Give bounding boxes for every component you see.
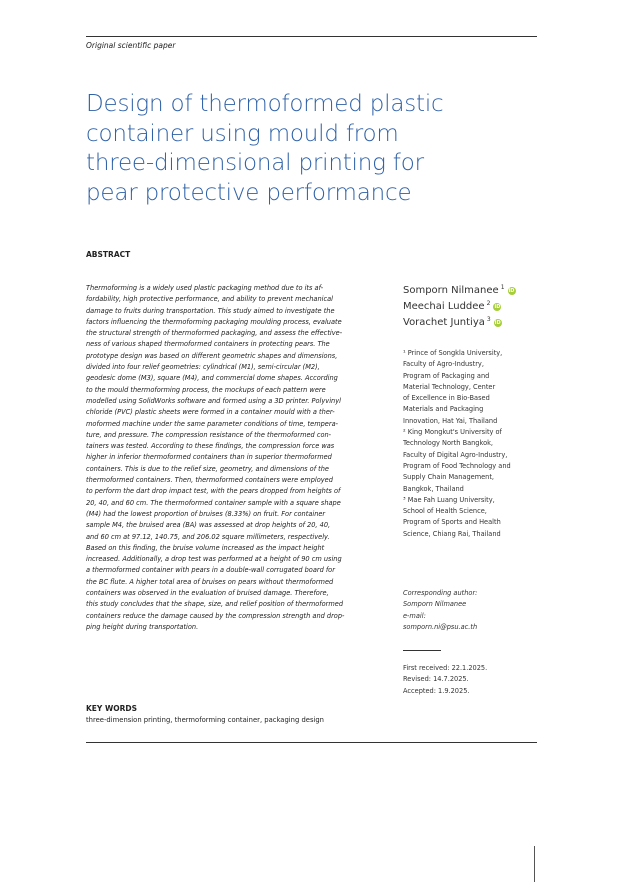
title-line: Design of thermoformed plastic	[86, 91, 444, 117]
corresponding-line: e-mail:	[403, 611, 426, 620]
abstract-line: increased. Additionally, a drop test was performed at a height of 90 cm using	[86, 555, 342, 564]
top-rule	[86, 36, 537, 37]
paper-title	[86, 90, 506, 208]
orcid-icon[interactable]: iD	[494, 320, 501, 326]
abstract-line: and 60 cm at 97.12, 140.75, and 206.02 square millimeters, respectively.	[86, 532, 330, 541]
abstract-line: thermoformed containers. Then, thermoformed containers were employed	[86, 476, 333, 485]
author	[403, 299, 516, 315]
abstract-line: damage to fruits during transportation. This study aimed to investigate the	[86, 306, 335, 315]
corresponding-line[interactable]: somporn.ni@psu.ac.th	[403, 622, 478, 631]
abstract-line: a thermoformed container with pears in a double-wall corrugated board for	[86, 566, 335, 575]
affiliations	[403, 348, 511, 540]
bottom-rule	[86, 742, 537, 743]
author-list	[403, 283, 516, 331]
abstract-line: sample M4, the bruised area (BA) was assessed at drop heights of 20, 40,	[86, 521, 331, 530]
abstract-line: Thermoforming is a widely used plastic packaging method due to its af-	[86, 284, 324, 292]
abstract-line: prototype design was based on different geometric shapes and dimensions,	[86, 351, 338, 360]
affiliation-line: Faculty of Digital Agro-Industry,	[403, 450, 508, 459]
abstract-line: Based on this finding, the bruise volume increased as the impact height	[86, 543, 325, 552]
date-line: Revised: 14.7.2025.	[403, 675, 469, 684]
author	[403, 315, 516, 331]
author-name: Meechai Luddee	[403, 301, 485, 312]
title-line: three-dimensional printing for	[86, 150, 424, 176]
abstract-line: 20, 40, and 60 cm. The thermoformed container sample with a square shape	[86, 498, 341, 507]
author	[403, 283, 516, 299]
affiliation-line: of Excellence in Bio-Based	[403, 394, 490, 403]
corresponding-line: Corresponding author:	[403, 589, 478, 597]
date-line: First received: 22.1.2025.	[403, 664, 488, 672]
submission-dates	[403, 663, 487, 697]
paper-type-label: Original scientific paper	[86, 41, 176, 50]
abstract-line: containers. This is due to the relief size, geometry, and dimensions of the	[86, 464, 329, 473]
abstract-line: factors influencing the thermoforming packaging moulding process, evaluate	[86, 317, 342, 326]
author-affil-number: 3	[486, 316, 491, 323]
abstract-line: modelled using SolidWorks software and formed using a 3D printer. Polyvinyl	[86, 396, 341, 405]
abstract-heading: ABSTRACT	[86, 250, 131, 259]
affiliation-line: Bangkok, Thailand	[403, 484, 464, 493]
abstract-line: this study concludes that the shape, size, and relief position of thermoformed	[86, 600, 344, 609]
affiliation-line: Program of Sports and Health	[403, 518, 501, 527]
affiliation-line: ² King Mongkut's University of	[403, 428, 502, 437]
abstract-line: to the mould thermoforming process, the mockups of each pattern were	[86, 385, 326, 394]
abstract-line: containers was observed in the evaluation of bruised damage. Therefore,	[86, 589, 329, 598]
abstract-line: chloride (PVC) plastic sheets were formed in a container mould with a ther-	[86, 408, 335, 417]
corresponding-author	[403, 588, 477, 633]
affiliation-line: Science, Chiang Rai, Thailand	[403, 529, 501, 538]
affiliation-line: Faculty of Agro-Industry,	[403, 360, 484, 369]
abstract-line: tainers was tested. According to these findings, the compression force was	[86, 442, 335, 451]
affiliation-line: ³ Mae Fah Luang University,	[403, 495, 495, 504]
abstract-line: ness of various shaped thermoformed containers in protecting pears. The	[86, 340, 330, 349]
affiliation-line: Materials and Packaging	[403, 405, 484, 414]
abstract-line: fordability, high protective performance, and ability to prevent mechanical	[86, 295, 333, 304]
author-affil-number: 1	[500, 284, 505, 291]
affiliation-line: Supply Chain Management,	[403, 473, 495, 482]
author-name: Vorachet Juntiya	[403, 317, 485, 328]
abstract-line: divided into four relief geometries: cylindrical (M1), semi-circular (M2),	[86, 363, 320, 372]
abstract-line: the structural strength of thermoformed packaging, and assess the effective-	[86, 329, 343, 338]
abstract-line: ture, and pressure. The compression resistance of the thermoformed con-	[86, 430, 332, 439]
affiliation-line: Innovation, Hat Yai, Thailand	[403, 416, 498, 425]
abstract-body	[86, 283, 384, 633]
affiliation-line: Program of Packaging and	[403, 371, 490, 380]
abstract-line: the BC flute. A higher total area of bruises on pears without thermoformed	[86, 577, 334, 586]
page-edge-line	[534, 846, 535, 882]
affiliation-line: Program of Food Technology and	[403, 461, 511, 470]
abstract-line: higher in inferior thermoformed containers than in superior thermoformed	[86, 453, 332, 462]
affiliation-line: Technology North Bangkok,	[403, 439, 494, 448]
title-line: container using mould from	[86, 120, 399, 147]
corresponding-line: Somporn Nilmanee	[403, 600, 467, 609]
abstract-line: containers reduce the damage caused by the compression strength and drop-	[86, 611, 345, 620]
abstract-line: (M4) had the lowest proportion of bruises (8.33%) on fruit. For container	[86, 509, 326, 518]
keywords-text: three-dimension printing, thermoforming container, packaging design	[86, 716, 324, 724]
author-affil-number: 2	[486, 300, 491, 307]
keywords-heading: KEY WORDS	[86, 704, 138, 713]
abstract-line: to perform the dart drop impact test, with the pears dropped from heights of	[86, 487, 341, 496]
dates-divider	[403, 650, 441, 651]
affiliation-line: School of Health Science,	[403, 507, 487, 516]
title-line: pear protective performance	[86, 179, 412, 206]
abstract-line: geodesic dome (M3), square (M4), and commercial dome shapes. According	[86, 374, 338, 383]
date-line: Accepted: 1.9.2025.	[403, 686, 470, 695]
orcid-icon[interactable]: iD	[494, 304, 501, 310]
abstract-line: ping height during transportation.	[86, 622, 199, 631]
affiliation-line: Material Technology, Center	[403, 382, 496, 391]
orcid-icon[interactable]: iD	[508, 288, 515, 294]
abstract-line: moformed machine under the same parameter conditions of time, tempera-	[86, 419, 338, 428]
affiliation-line: ¹ Prince of Songkla University,	[403, 349, 503, 357]
author-name: Somporn Nilmanee	[403, 285, 499, 296]
